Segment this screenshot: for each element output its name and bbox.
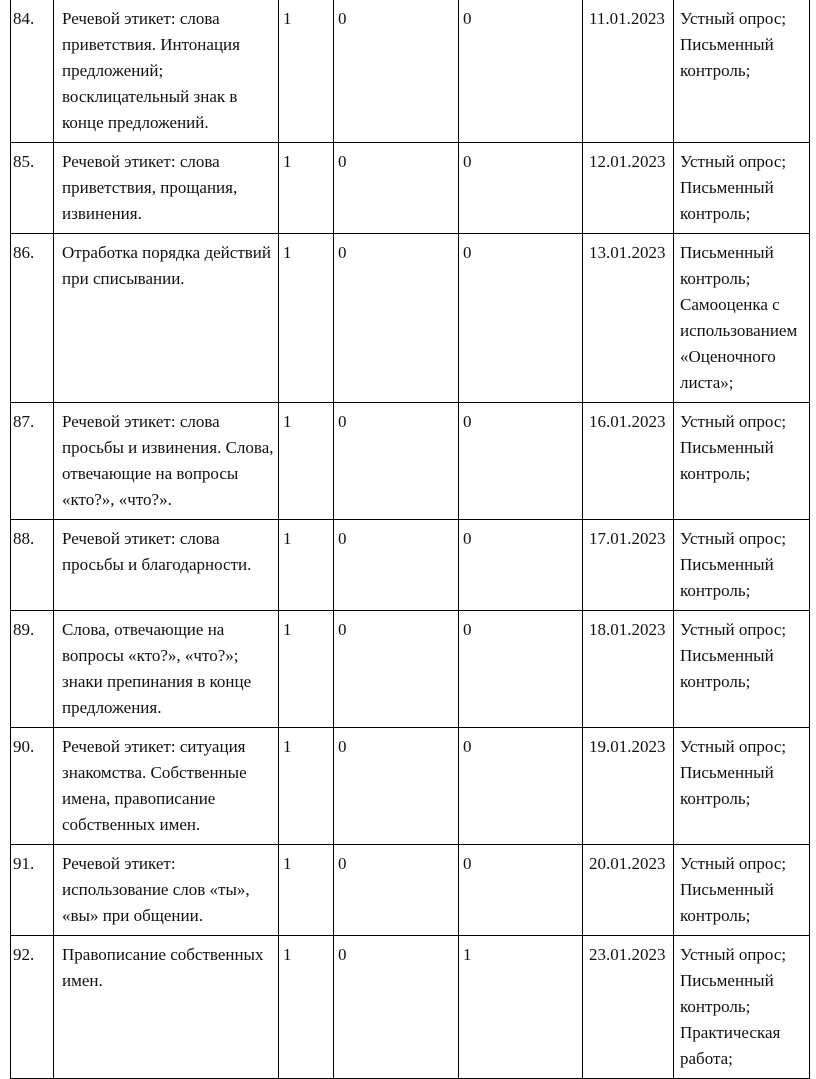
table-row	[11, 845, 810, 936]
lesson-date: 20.01.2023	[583, 845, 674, 936]
lesson-theme: Речевой этикет: ситуация знакомства. Собственные имена, правописание собственных имен.	[54, 728, 279, 845]
control-type: Устный опрос; Письменный контроль; Практическая работа;	[674, 936, 810, 1079]
control-type: Устный опрос; Письменный контроль;	[674, 0, 810, 143]
lesson-theme: Речевой этикет: слова приветствия, прощания, извинения.	[54, 143, 279, 234]
lesson-date: 19.01.2023	[583, 728, 674, 845]
control-works-count: 0	[334, 234, 459, 403]
lesson-date: 12.01.2023	[583, 143, 674, 234]
lesson-theme: Речевой этикет: слова приветствия. Интонация предложений; восклицательный знак в конце предложений.	[54, 0, 279, 143]
table-row	[11, 143, 810, 234]
hours-total: 1	[279, 520, 334, 611]
lesson-number: 85.	[11, 143, 54, 234]
lesson-theme: Правописание собственных имен.	[54, 936, 279, 1079]
lesson-number: 87.	[11, 403, 54, 520]
hours-total: 1	[279, 403, 334, 520]
practical-works-count: 0	[459, 0, 583, 143]
table-row	[11, 936, 810, 1079]
control-works-count: 0	[334, 0, 459, 143]
hours-total: 1	[279, 845, 334, 936]
practical-works-count: 0	[459, 143, 583, 234]
lesson-theme: Речевой этикет: слова просьбы и благодарности.	[54, 520, 279, 611]
lesson-date: 23.01.2023	[583, 936, 674, 1079]
lesson-theme: Речевой этикет: использование слов «ты», «вы» при общении.	[54, 845, 279, 936]
table-row	[11, 0, 810, 143]
control-works-count: 0	[334, 143, 459, 234]
control-works-count: 0	[334, 403, 459, 520]
lesson-plan-table	[10, 0, 810, 1079]
lesson-theme: Речевой этикет: слова просьбы и извинения. Слова, отвечающие на вопросы «кто?», «что?».	[54, 403, 279, 520]
practical-works-count: 0	[459, 728, 583, 845]
hours-total: 1	[279, 0, 334, 143]
control-type: Письменный контроль; Самооценка с использованием «Оценочного листа»;	[674, 234, 810, 403]
lesson-number: 92.	[11, 936, 54, 1079]
practical-works-count: 0	[459, 611, 583, 728]
table-row	[11, 234, 810, 403]
hours-total: 1	[279, 611, 334, 728]
lesson-number: 90.	[11, 728, 54, 845]
table-row	[11, 728, 810, 845]
control-type: Устный опрос; Письменный контроль;	[674, 143, 810, 234]
lesson-date: 17.01.2023	[583, 520, 674, 611]
lesson-date: 13.01.2023	[583, 234, 674, 403]
lesson-theme: Отработка порядка действий при списывании.	[54, 234, 279, 403]
control-works-count: 0	[334, 520, 459, 611]
lesson-date: 16.01.2023	[583, 403, 674, 520]
lesson-number: 88.	[11, 520, 54, 611]
hours-total: 1	[279, 936, 334, 1079]
control-works-count: 0	[334, 936, 459, 1079]
table-row	[11, 520, 810, 611]
practical-works-count: 0	[459, 234, 583, 403]
practical-works-count: 0	[459, 520, 583, 611]
hours-total: 1	[279, 143, 334, 234]
practical-works-count: 0	[459, 845, 583, 936]
lesson-number: 86.	[11, 234, 54, 403]
control-type: Устный опрос; Письменный контроль;	[674, 611, 810, 728]
lesson-theme: Слова, отвечающие на вопросы «кто?», «что?»; знаки препинания в конце предложения.	[54, 611, 279, 728]
hours-total: 1	[279, 728, 334, 845]
practical-works-count: 0	[459, 403, 583, 520]
table-row	[11, 403, 810, 520]
control-works-count: 0	[334, 728, 459, 845]
practical-works-count: 1	[459, 936, 583, 1079]
control-type: Устный опрос; Письменный контроль;	[674, 520, 810, 611]
lesson-number: 84.	[11, 0, 54, 143]
lesson-date: 18.01.2023	[583, 611, 674, 728]
lesson-number: 91.	[11, 845, 54, 936]
control-works-count: 0	[334, 611, 459, 728]
lesson-number: 89.	[11, 611, 54, 728]
control-type: Устный опрос; Письменный контроль;	[674, 403, 810, 520]
control-works-count: 0	[334, 845, 459, 936]
table-row	[11, 611, 810, 728]
control-type: Устный опрос; Письменный контроль;	[674, 845, 810, 936]
lesson-date: 11.01.2023	[583, 0, 674, 143]
hours-total: 1	[279, 234, 334, 403]
control-type: Устный опрос; Письменный контроль;	[674, 728, 810, 845]
